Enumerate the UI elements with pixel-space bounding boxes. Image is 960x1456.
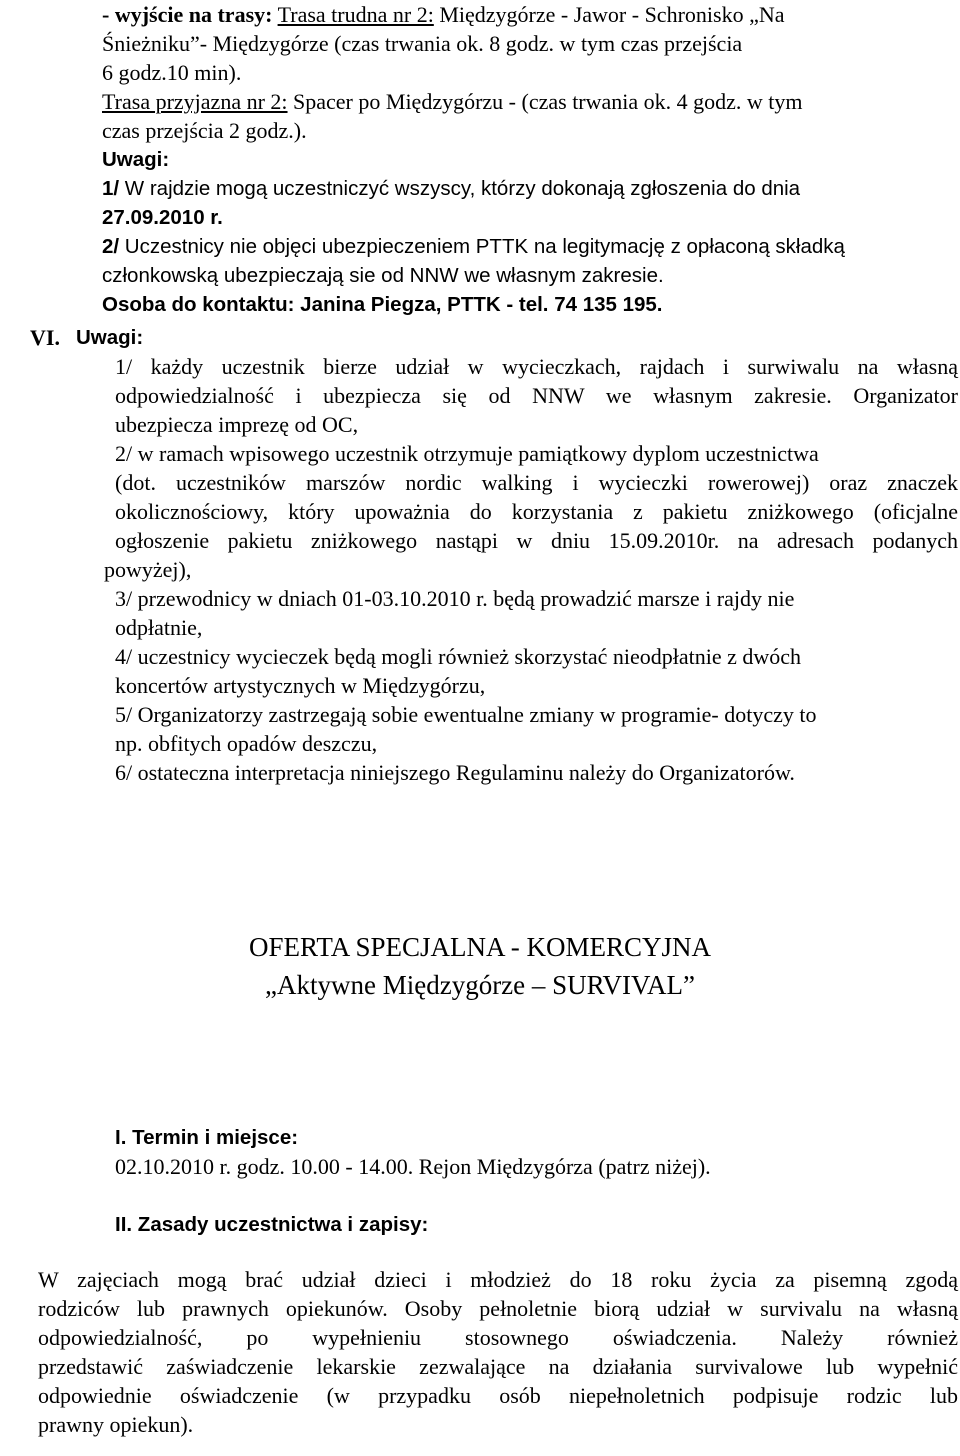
rules-line-2: rodziców lub prawnych opiekunów. Osoby pełnoletnie biorą udział w survivalu na własną (38, 1296, 958, 1321)
rules-heading (115, 1210, 428, 1239)
section-6-line-3: ubezpiecza imprezę od OC, (115, 412, 359, 437)
section-6-line-10: odpłatnie, (115, 615, 203, 640)
rajd-note-1-number: 1/ (102, 177, 120, 200)
rajd-note-2-cont: członkowską ubezpieczają sie od NNW we własnym zakresie. (102, 264, 664, 287)
route1-name: Trasa trudna nr 2: (277, 2, 434, 27)
section-6-line-8: powyżej), (104, 557, 192, 582)
route1-desc: Międzygórze - Jawor - Schronisko „Na (433, 2, 785, 27)
route2-name: Trasa przyjazna nr 2: (102, 89, 288, 114)
section-6-line-9: 3/ przewodnicy w dniach 01-03.10.2010 r. będą prowadzić marsze i rajdy nie (115, 586, 795, 611)
section-6-line-12: koncertów artystycznych w Międzygórzu, (115, 673, 486, 698)
section-6-line-5: (dot. uczestników marszów nordic walking i wycieczki rowerowej) oraz znaczek (115, 470, 958, 495)
rules-heading-text: Zasady uczestnictwa i zapisy: (137, 1213, 429, 1236)
offer-subtitle: „Aktywne Międzygórze – SURVIVAL” (265, 970, 695, 1000)
rajd-notes-heading: Uwagi: (102, 148, 170, 171)
section-6-line-4: 2/ w ramach wpisowego uczestnik otrzymuje pamiątkowy dyplom uczestnictwa (115, 441, 819, 466)
rajd-note-2-number: 2/ (102, 235, 120, 258)
section-6-line-15: 6/ ostateczna interpretacja niniejszego Regulaminu należy do Organizatorów. (115, 760, 795, 785)
rules-line-3: odpowiedzialność, po wypełnieniu stosownego oświadczenia. Należy również (38, 1325, 958, 1350)
section-6-line-14: np. obfitych opadów deszczu, (115, 731, 378, 756)
routes-line-2: Śnieżniku”- Międzygórze (czas trwania ok. 8 godz. w tym czas przejścia (102, 31, 743, 56)
rajd-note-2-text: Uczestnicy nie objęci ubezpieczeniem PTTK na legitymację z opłaconą składką (119, 235, 845, 258)
routes-line-5: czas przejścia 2 godz.). (102, 118, 307, 143)
rajd-note-1 (102, 174, 800, 203)
rules-line-6: prawny opiekun). (38, 1412, 194, 1437)
section-6-line-7: ogłoszenie pakietu zniżkowego nastąpi w dniu 15.09.2010r. na adresach podanych (115, 528, 958, 553)
routes-line-1 (102, 0, 784, 29)
rules-line-5: odpowiednie oświadczenie (w przypadku osób niepełnoletnich podpisuje rodzic lub (38, 1383, 958, 1408)
route2-desc: Spacer po Międzygórzu - (czas trwania ok. 4 godz. w tym (287, 89, 803, 114)
routes-label: - wyjście na trasy: (102, 2, 273, 27)
rajd-note-1-text: W rajdzie mogą uczestniczyć wszyscy, którzy dokonają zgłoszenia do dnia (119, 177, 801, 200)
term-heading: I. Termin i miejsce: (115, 1126, 299, 1149)
routes-line-3: 6 godz.10 min). (102, 60, 242, 85)
contact-person: Osoba do kontaktu: Janina Piegza, PTTK - tel. 74 135 195. (102, 293, 663, 316)
section-6-line-13: 5/ Organizatorzy zastrzegają sobie ewentualne zmiany w programie- dotyczy to (115, 702, 817, 727)
rules-line-1: W zajęciach mogą brać udział dzieci i młodzież do 18 roku życia za pisemną zgodą (38, 1267, 958, 1292)
section-6-line-6: okolicznościowy, który upoważnia do korzystania z pakietu zniżkowego (oficjalne (115, 499, 958, 524)
rajd-note-1-date: 27.09.2010 r. (102, 206, 223, 229)
section-6-heading: Uwagi: (76, 326, 144, 349)
section-6-line-11: 4/ uczestnicy wycieczek będą mogli również skorzystać nieodpłatnie z dwóch (115, 644, 802, 669)
section-6-line-2: odpowiedzialność i ubezpiecza się od NNW we własnym zakresie. Organizator (115, 383, 958, 408)
rajd-note-2 (102, 232, 845, 261)
section-6-line-1: 1/ każdy uczestnik bierze udział w wycieczkach, rajdach i surwiwalu na własną (115, 354, 958, 379)
rules-line-4: przedstawić zaświadczenie lekarskie zezwalające na działania survivalowe lub wypełnić (38, 1354, 958, 1379)
routes-line-4 (102, 87, 803, 116)
section-6-number: VI. (30, 325, 60, 350)
rules-heading-number: II. (115, 1213, 133, 1236)
offer-title: OFERTA SPECJALNA - KOMERCYJNA (248, 932, 712, 962)
term-text: 02.10.2010 r. godz. 10.00 - 14.00. Rejon Międzygórza (patrz niżej). (115, 1154, 711, 1179)
